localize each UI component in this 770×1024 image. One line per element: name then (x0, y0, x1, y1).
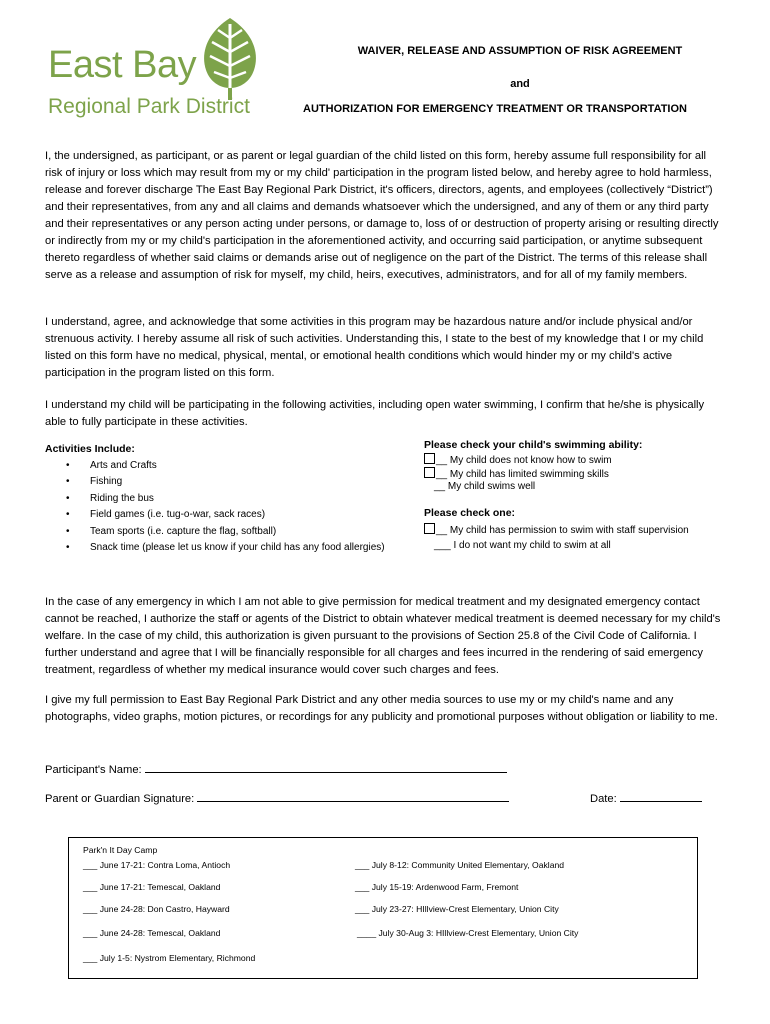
camp-session-option[interactable]: ___ July 15-19: Ardenwood Farm, Fremont (355, 882, 519, 892)
emergency-paragraph: In the case of any emergency in which I am not able to give permission for medical treatment and my designated emergency contact cannot be reached, I authorize the staff or agents of the District to obtain whatever medical treatment is deemed necessary for my child's welfare. In the case of my child, this authorization is given pursuant to the provisions of Section 25.8 of the Civil Code of California. I further understand and agree that I will be financially responsible for all charges and fees incurred in the rendering of said emergency treatment, regardless of whether my medical insurance would cover such charges and fees. (45, 596, 721, 676)
hazard-paragraph: I understand, agree, and acknowledge that some activities in this program may be hazardous nature and/or include physical and/or strenuous activity. I hereby assume all risk of such activities. Understanding this, I state to the best of my knowledge that I or my child listed on this form have no medical, physical, mental, or emotional health conditions which would hinder my or my child's active participation in the program listed on this form. (45, 316, 704, 379)
check-one-heading: Please check one: (424, 507, 516, 519)
checkbox[interactable] (424, 453, 435, 464)
activity-item: • Arts and Crafts (62, 458, 385, 474)
camp-session-option[interactable]: ____ July 30-Aug 3: HIllview-Crest Elementary, Union City (357, 928, 579, 938)
swim-option-well[interactable]: __ My child swims well (434, 481, 536, 492)
date-label: Date: (590, 793, 617, 805)
guardian-signature-label: Parent or Guardian Signature: (45, 793, 195, 805)
logo-title: East Bay (48, 44, 197, 86)
participant-name-label: Participant's Name: (45, 764, 142, 776)
guardian-signature-row (45, 789, 509, 805)
checkbox[interactable] (424, 467, 435, 478)
swim-ability-heading: Please check your child's swimming ability: (424, 439, 643, 451)
camp-session-option[interactable]: ___ June 17-21: Temescal, Oakland (83, 882, 221, 892)
camp-session-option[interactable]: ___ July 23-27: HIllview-Crest Elementary, Union City (355, 904, 559, 914)
checkbox[interactable] (424, 523, 435, 534)
leaf-logo-icon (198, 14, 262, 100)
camp-sessions-box (68, 837, 698, 979)
activity-item: • Riding the bus (62, 491, 385, 507)
participant-name-row (45, 760, 507, 776)
guardian-signature-field[interactable] (197, 789, 509, 802)
activities-heading: Activities Include: (45, 443, 135, 455)
camp-session-option[interactable]: ___ June 24-28: Temescal, Oakland (83, 928, 221, 938)
activity-item: • Snack time (please let us know if your child has any food allergies) (62, 540, 385, 556)
title-waiver: WAIVER, RELEASE AND ASSUMPTION OF RISK AGREEMENT (357, 45, 683, 57)
activities-list (62, 458, 385, 556)
date-row (590, 789, 702, 805)
participant-name-field[interactable] (145, 760, 507, 773)
logo-subtitle: Regional Park District (48, 95, 250, 118)
camp-session-option[interactable]: ___ June 17-21: Contra Loma, Antioch (83, 860, 231, 870)
title-and: and (510, 78, 530, 90)
activity-item: • Field games (i.e. tug-o-war, sack races) (62, 507, 385, 523)
swimming-paragraph: I understand my child will be participating in the following activities, including open water swimming, I confirm that he/she is physically able to fully participate in these activities. (45, 399, 705, 428)
waiver-paragraph: I, the undersigned, as participant, or as parent or legal guardian of the child listed on this form, hereby assume full responsibility for all risk of injury or loss which may result from my or my child' participation in the program listed below, and hereby agree to hold harmless, release and forever discharge The East Bay Regional Park District, it's officers, directors, agents, and employees (collectively “District”) and their representatives, from any and all claims and demands whatsoever which the undersigned, and any of them or any third party and their representatives or any person acting under persons, or damage to, loss of or destruction of property arising or resulting directly or indirectly from my or my child's participation in the aforementioned activity, and occurring said participation, or anytime subsequent thereto regardless of whether said claims or demands arise out of negligence on the part of the District. The terms of this release shall serve as a release and assumption of risk for myself, my child, heirs, executives, administrators, and for all of my family members. (45, 150, 719, 281)
title-authorization: AUTHORIZATION FOR EMERGENCY TREATMENT OR TRANSPORTATION (303, 103, 687, 115)
date-field[interactable] (620, 789, 702, 802)
no-swim-option[interactable]: ___ I do not want my child to swim at all (434, 540, 611, 551)
swim-permission-option[interactable]: __ My child has permission to swim with staff supervision (424, 523, 689, 536)
camp-session-option[interactable]: ___ July 8-12: Community United Elementary, Oakland (355, 860, 565, 870)
activity-item: • Team sports (i.e. capture the flag, softball) (62, 524, 385, 540)
swim-option-cannot[interactable]: __ My child does not know how to swim (424, 453, 612, 466)
camp-session-option[interactable]: ___ June 24-28: Don Castro, Hayward (83, 904, 230, 914)
camp-title: Park'n It Day Camp (83, 845, 158, 855)
media-paragraph: I give my full permission to East Bay Regional Park District and any other media sources to use my or my child's name and any photographs, video graphs, motion pictures, or recordings for any publicity and promotional purposes without obligation or liability to me. (45, 694, 718, 723)
swim-option-limited[interactable]: __ My child has limited swimming skills (424, 467, 609, 480)
activity-item: • Fishing (62, 474, 385, 490)
camp-session-option[interactable]: ___ July 1-5: Nystrom Elementary, Richmond (83, 953, 256, 963)
